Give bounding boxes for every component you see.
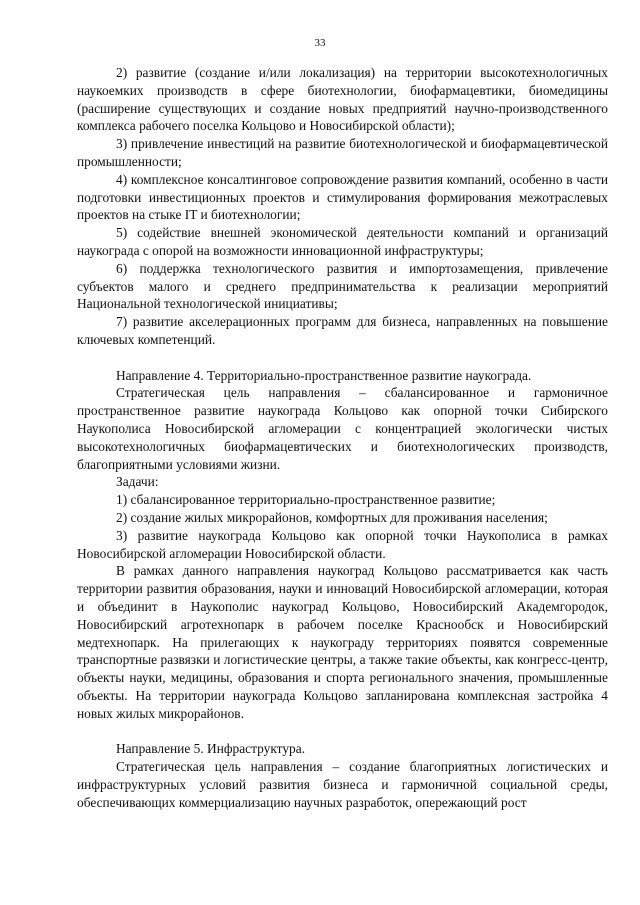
strategic-goal-direction-5: Стратегическая цель направления – создание благоприятных логистических и инфраструктурных условий развития бизнеса и гармоничной социальной среды, обеспечивающих коммерциализацию научных разработок, опережающий рост <box>77 759 608 810</box>
strategic-goal-direction-4: Стратегическая цель направления – сбалансированное и гармоничное пространственное развитие наукограда Кольцово как опорной точки Сибирского Наукополиса Новосибирской агломерации с концентрацией экологически чистых высокотехнологичных биофармацевтических и биотехнологических производств, благоприятными условиями жизни. <box>77 385 608 472</box>
direction-4-description: В рамках данного направления наукоград Кольцово рассматривается как часть территории развития образования, науки и инноваций Новосибирской агломерации, которая и объединит в Наукополис наукоград Кольцово, Новосибирский Академгородок, Новосибирский агротехнопарк в рабочем поселке Краснообск и Новосибирский медтехнопарк. На прилегающих к наукограду территориях появятся современные транспортные развязки и логистические центры, а также такие объекты, как конгресс-центр, объекты науки, медицины, образования и спорта регионального значения, промышленные объекты. На территории наукограда Кольцово запланирована комплексная застройка 4 новых жилых микрорайонов. <box>77 563 608 721</box>
paragraph-spacer <box>77 349 608 367</box>
page-number: 33 <box>314 37 326 49</box>
task-item-3: 3) привлечение инвестиций на развитие биотехнологической и биофармацевтической промышленности; <box>77 136 608 169</box>
task-item-5: 5) содействие внешней экономической деятельности компаний и организаций наукограда с опорой на возможности инновационной инфраструктуры; <box>77 225 608 258</box>
document-body <box>77 64 608 811</box>
paragraph-spacer <box>77 722 608 740</box>
task-item-2: 2) развитие (создание и/или локализация) на территории высокотехнологичных наукоемких производств в сфере биотехнологии, биофармацевтики, биомедицины (расширение существующих и создание новых предприятий научно-производственного комплекса рабочего поселка Кольцово и Новосибирской области); <box>77 65 608 134</box>
section-heading-direction-4: Направление 4. Территориально-пространственное развитие наукограда. <box>116 367 532 383</box>
section-heading-direction-5: Направление 5. Инфраструктура. <box>116 741 306 757</box>
task-item-4: 4) комплексное консалтинговое сопровождение развития компаний, особенно в части подготовки инвестиционных проектов и стимулирования формирования межотраслевых проектов на стыке IT и биотехнологии; <box>77 171 608 223</box>
direction-4-task-2: 2) создание жилых микрорайонов, комфортных для проживания населения; <box>116 509 548 525</box>
task-item-6: 6) поддержка технологического развития и импортозамещения, привлечение субъектов малого и среднего предпринимательства к реализации мероприятий Национальной технологической инициативы; <box>77 260 608 312</box>
direction-4-task-1: 1) сбалансированное территориально-пространственное развитие; <box>116 492 496 508</box>
task-item-7: 7) развитие акселерационных программ для бизнеса, направленных на повышение ключевых компетенций. <box>77 314 608 347</box>
direction-4-task-3: 3) развитие наукограда Кольцово как опорной точки Наукополиса в рамках Новосибирской агломерации Новосибирской области. <box>77 527 608 561</box>
tasks-label: Задачи: <box>116 474 159 490</box>
